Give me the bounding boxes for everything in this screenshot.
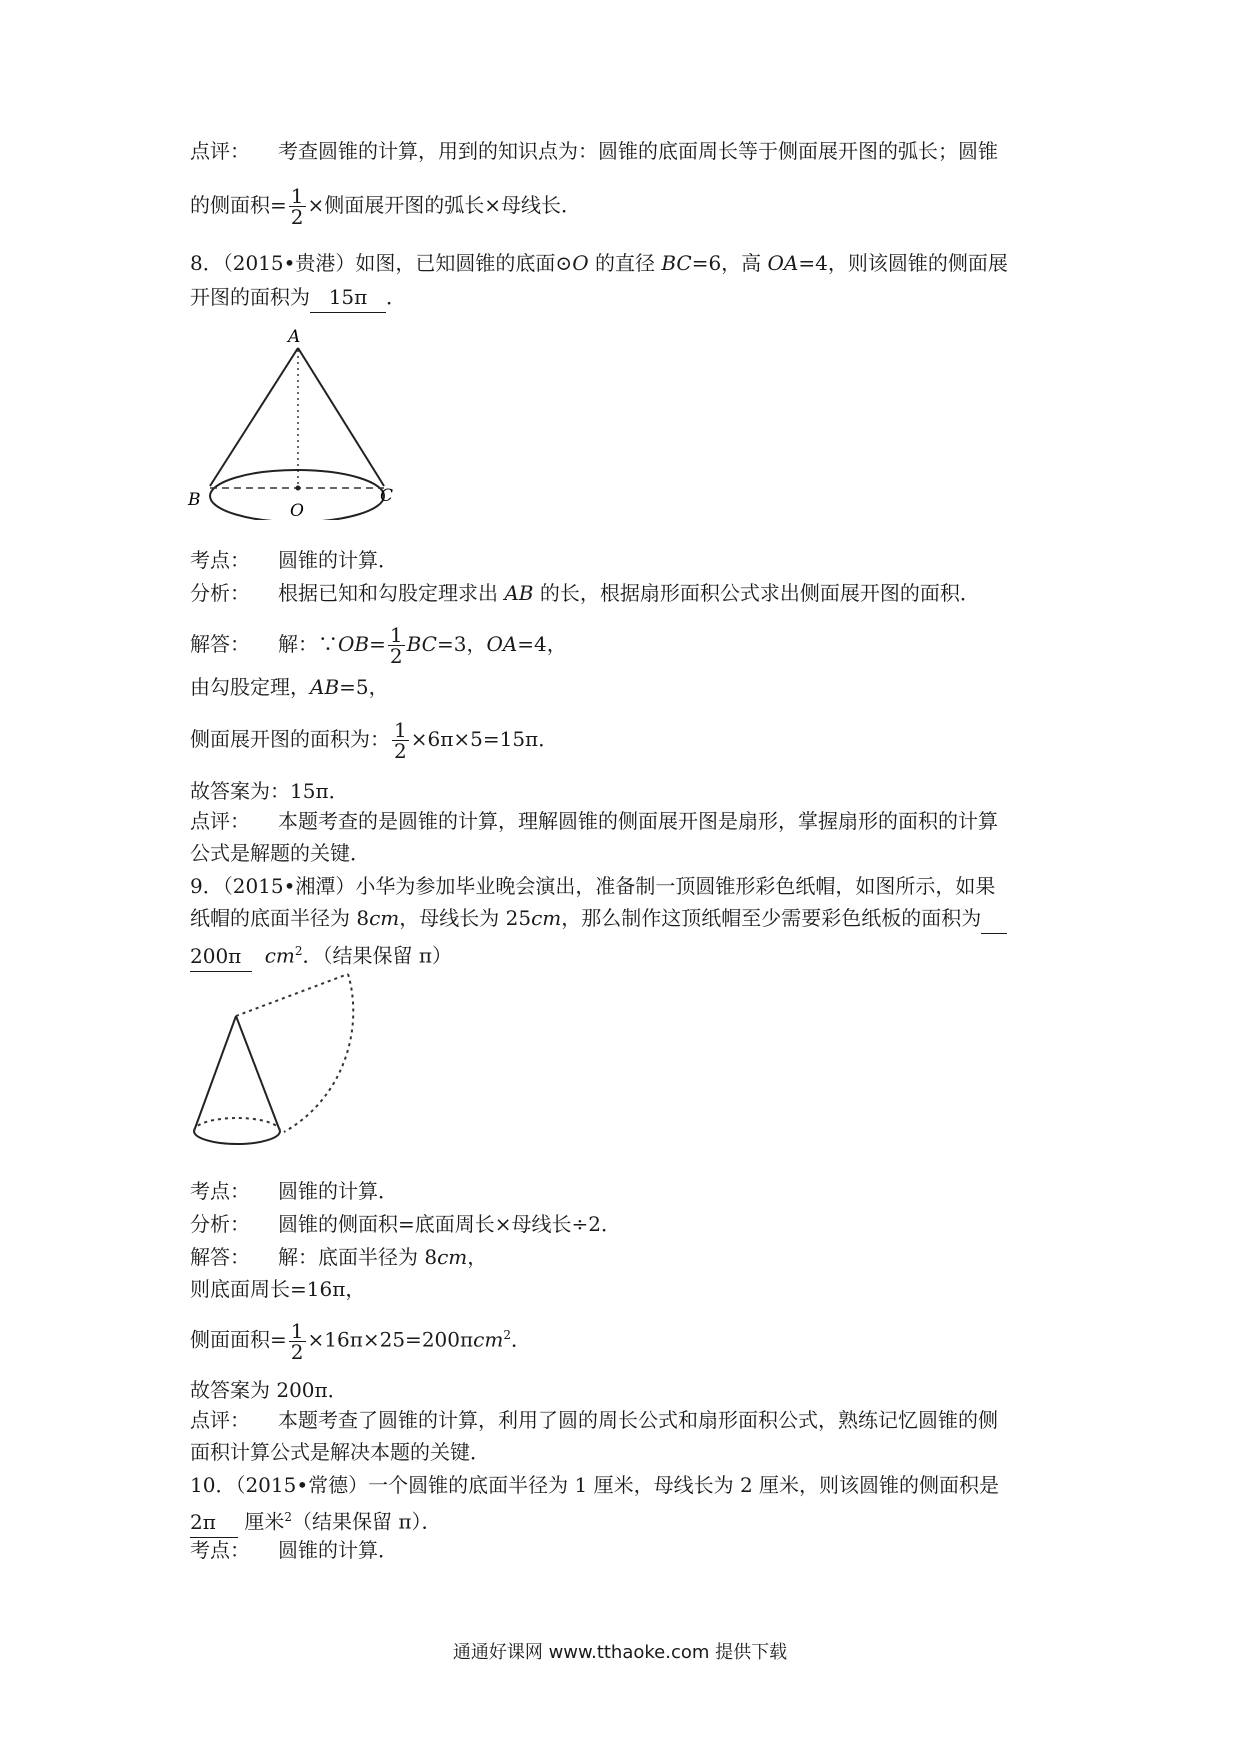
q9-dianping-line1: 点评： 本题考查了圆锥的计算，利用了圆的周长公式和扇形面积公式，熟练记忆圆锥的侧: [190, 1408, 998, 1432]
q8-answer-blank: 15π: [310, 282, 386, 313]
q10-kaodian: 考点： 圆锥的计算．: [190, 1538, 398, 1562]
q8-cone-figure: [180, 320, 410, 520]
q7-comment-text2-post: ×侧面展开图的弧长×母线长．: [307, 193, 582, 217]
q8-question-line1: 8．（2015•贵港）如图，已知圆锥的底面⊙O 的直径 BC=6，高 OA=4，则该圆锥的侧面展: [190, 251, 1008, 275]
q7-comment-line1: [190, 136, 998, 166]
q7-comment-line2: [190, 186, 581, 227]
q9-cone-edge-right: [236, 1016, 280, 1131]
q9-question-line3: 200π $cm^2$．（结果保留 π）: [190, 936, 452, 972]
q9-step3-fraction: $\frac{1}{2}$: [290, 1318, 304, 1364]
q9-kaodian: 考点： 圆锥的计算．: [190, 1179, 398, 1203]
q9-question-line1: 9．（2015•湘潭）小华为参加毕业晚会演出，准备制一顶圆锥形彩色纸帽，如图所示，如果: [190, 874, 996, 898]
q8-fenxi: 分析： 根据已知和勾股定理求出 AB 的长，根据扇形面积公式求出侧面展开图的面积．: [190, 581, 980, 605]
q7-comment-text2-pre: 的侧面积=: [190, 193, 287, 217]
q9-step3: 侧面面积= $\frac{1}{2}$ ×16π×25=200πcm$^2$．: [190, 1318, 531, 1364]
q7-comment-label: 点评：: [190, 139, 250, 163]
q9-jieda: 解答： 解：底面半径为 8cm，: [190, 1245, 488, 1269]
q9-dianping-line2: 面积计算公式是解决本题的关键．: [190, 1440, 490, 1464]
q9-sector-radius: [236, 974, 348, 1016]
q9-cone-base-back: [194, 1118, 280, 1131]
q9-paper-hat-figure: [180, 968, 380, 1168]
q8-dianping-line1: 点评： 本题考查的是圆锥的计算，理解圆锥的侧面展开图是扇形，掌握扇形的面积的计算: [190, 809, 998, 833]
q8-jieda: 解答： 解：∵OB= $\frac{1}{2}$ BC=3，OA=4，: [190, 623, 567, 668]
q8-dianping-line2: 公式是解题的关键．: [190, 841, 370, 865]
q10-question-line2: 2π 厘米$^2$（结果保留 π）．: [190, 1502, 442, 1538]
q8-step3-fraction: $\frac{1}{2}$: [394, 718, 407, 763]
q10-question-line1: 10．（2015•常德）一个圆锥的底面半径为 1 厘米，母线长为 2 厘米，则该圆锥的侧面积是: [190, 1473, 1000, 1497]
q9-sector-arc: [284, 974, 353, 1132]
q8-step2: 由勾股定理，AB=5，: [190, 675, 389, 699]
q8-center-point: [296, 486, 301, 491]
q8-cone-edge-ac: [298, 348, 384, 486]
q8-cone-edge-ab: [210, 348, 298, 486]
q9-answer-blank-start: [981, 903, 1007, 934]
q9-cone-base-front: [194, 1131, 280, 1144]
q9-question-line2: 纸帽的底面半径为 8cm，母线长为 25cm，那么制作这顶纸帽至少需要彩色纸板的面积为: [190, 903, 1007, 934]
q7-fraction: $\frac{1}{2}$: [290, 184, 304, 229]
q9-fenxi: 分析： 圆锥的侧面积=底面周长×母线长÷2．: [190, 1212, 621, 1236]
page-footer: 通通好课网 www.tthaoke.com 提供下载: [452, 1642, 788, 1663]
q8-question-line2: 开图的面积为 15π ．: [190, 282, 406, 313]
q10-answer-blank: 2π: [190, 1507, 238, 1538]
q8-jieda-fraction: $\frac{1}{2}$: [389, 623, 403, 668]
q9-answer-blank: 200π: [190, 941, 252, 972]
q8-label-o: O: [290, 501, 304, 520]
q8-step3: 侧面展开图的面积为： $\frac{1}{2}$ ×6π×5=15π．: [190, 718, 559, 763]
q8-label-a: A: [288, 327, 301, 347]
q9-step2: 则底面周长=16π，: [190, 1277, 366, 1301]
q9-final-answer: 故答案为 200π．: [190, 1378, 348, 1402]
q7-comment-text1: 考查圆锥的计算，用到的知识点为：圆锥的底面周长等于侧面展开图的弧长；圆锥: [278, 139, 998, 163]
q8-label-b: B: [188, 490, 201, 510]
q8-kaodian: 考点： 圆锥的计算．: [190, 548, 398, 572]
q8-final-answer: 故答案为：15π．: [190, 779, 349, 803]
q8-label-c: C: [380, 486, 394, 506]
q9-cone-edge-left: [194, 1016, 236, 1131]
